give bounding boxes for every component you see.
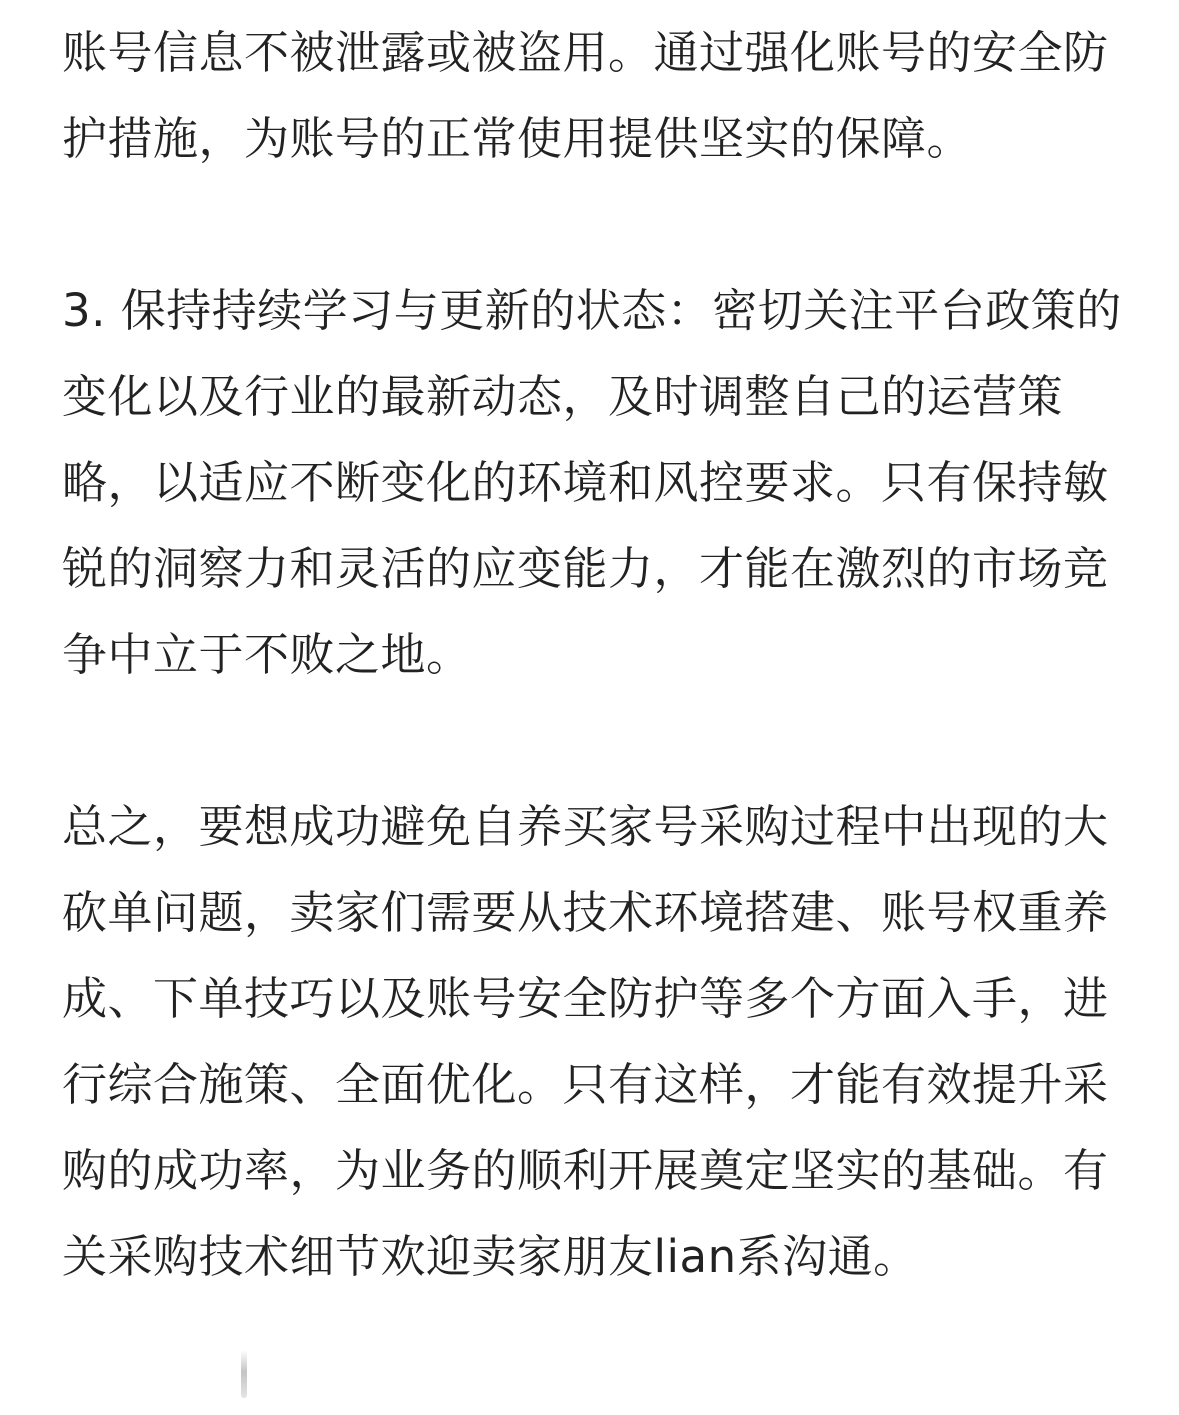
paragraph-conclusion: 总之，要想成功避免自养买家号采购过程中出现的大砍单问题，卖家们需要从技术环境搭建、账号权重养成、下单技巧以及账号安全防护等多个方面入手，进行综合施策、全面优化。只有这样，才能有效提升采购的成功率，为业务的顺利开展奠定坚实的基础。有关采购技术细节欢迎卖家朋友lian系沟通。 — [62, 800, 1109, 1283]
paragraph-keep-learning: 3. 保持持续学习与更新的状态：密切关注平台政策的变化以及行业的最新动态，及时调整自己的运营策略，以适应不断变化的环境和风控要求。只有保持敏锐的洞察力和灵活的应变能力，才能在激烈的市场竞争中立于不败之地。 — [62, 284, 1122, 681]
article-body — [62, 10, 1122, 1300]
scroll-indicator[interactable] — [241, 1350, 247, 1398]
paragraph-account-security: 账号信息不被泄露或被盗用。通过强化账号的安全防护措施，为账号的正常使用提供坚实的保障。 — [62, 26, 1109, 165]
